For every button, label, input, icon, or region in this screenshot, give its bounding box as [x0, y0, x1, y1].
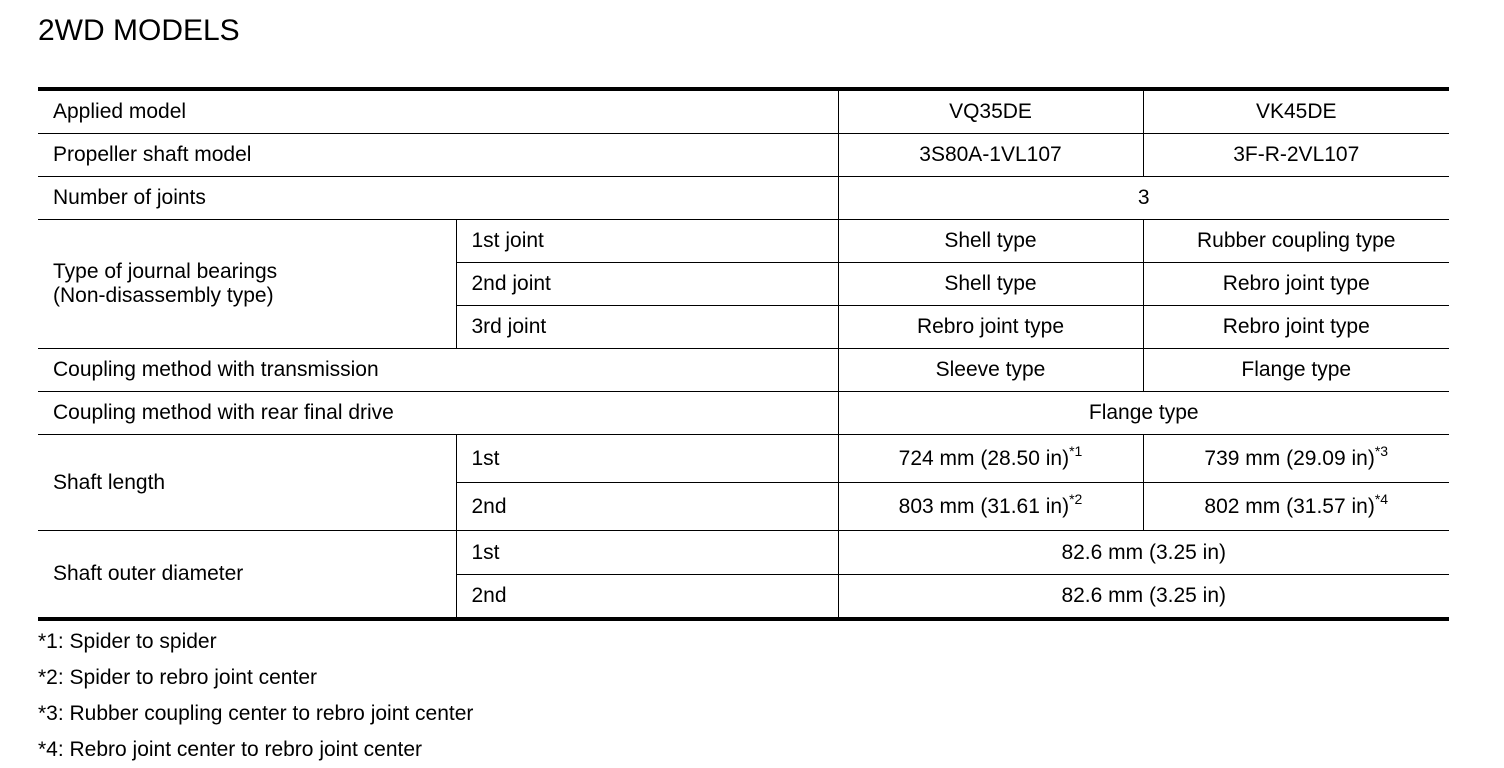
- footnote-ref: *2: [1069, 490, 1083, 507]
- table-cell: Sleeve type: [838, 349, 1143, 392]
- table-cell: [838, 483, 1143, 531]
- spec-table: [38, 87, 1449, 621]
- table-cell: 82.6 mm (3.25 in): [838, 575, 1449, 620]
- sub-label: 2nd joint: [456, 263, 838, 306]
- table-cell: Rebro joint type: [1143, 263, 1449, 306]
- table-row-coupling-transmission: [38, 349, 1449, 392]
- sub-label: 3rd joint: [456, 306, 838, 349]
- footnote: *1: Spider to spider: [38, 630, 217, 653]
- table-cell: Shell type: [838, 263, 1143, 306]
- row-label: Coupling method with rear final drive: [38, 392, 838, 435]
- footnote-ref: *4: [1374, 490, 1389, 507]
- table-cell: Rubber coupling type: [1143, 220, 1449, 263]
- table-cell: [1143, 483, 1449, 531]
- table-row-shaft-length-1st: [38, 435, 1449, 483]
- footnotes: [38, 624, 473, 768]
- column-header-vq35de: VQ35DE: [838, 89, 1143, 134]
- table-cell: [838, 435, 1143, 483]
- sub-label: 2nd: [456, 575, 838, 620]
- cell-value: 724 mm (28.50 in): [898, 446, 1070, 470]
- table-cell: Shell type: [838, 220, 1143, 263]
- table-row-applied-model: [38, 89, 1449, 134]
- table-cell: Flange type: [1143, 349, 1449, 392]
- table-cell: 82.6 mm (3.25 in): [838, 531, 1449, 575]
- table-cell: [1143, 435, 1449, 483]
- table-row-shaft-diameter-1st: [38, 531, 1449, 575]
- footnote: *3: Rubber coupling center to rebro joint center: [38, 702, 474, 725]
- column-header-vk45de: VK45DE: [1143, 89, 1449, 134]
- footnote: *2: Spider to rebro joint center: [38, 666, 317, 689]
- row-label: Coupling method with transmission: [38, 349, 838, 392]
- sub-label: 1st: [456, 531, 838, 575]
- sub-label: 1st joint: [456, 220, 838, 263]
- page-title: 2WD MODELS: [38, 14, 240, 47]
- table-row-coupling-rear: [38, 392, 1449, 435]
- table-row-bearing-1st: [38, 220, 1449, 263]
- row-label-journal-bearings: [38, 220, 456, 349]
- row-label-shaft-diameter: Shaft outer diameter: [38, 531, 456, 620]
- table-cell: Flange type: [838, 392, 1449, 435]
- table-row-number-of-joints: [38, 177, 1449, 220]
- row-label-line: (Non-disassembly type): [53, 284, 274, 307]
- cell-value: 802 mm (31.57 in): [1204, 494, 1375, 518]
- footnote-ref: *3: [1374, 442, 1389, 459]
- table-cell: 3S80A-1VL107: [838, 134, 1143, 177]
- row-label-line: Type of journal bearings: [53, 260, 278, 283]
- row-label: Propeller shaft model: [38, 134, 838, 177]
- row-label-shaft-length: Shaft length: [38, 435, 456, 531]
- row-label: Number of joints: [38, 177, 838, 220]
- sub-label: 1st: [456, 435, 838, 483]
- table-row-propeller-shaft-model: [38, 134, 1449, 177]
- table-cell: 3F-R-2VL107: [1143, 134, 1449, 177]
- table-cell: 3: [838, 177, 1449, 220]
- footnote-ref: *1: [1069, 442, 1083, 459]
- cell-value: 739 mm (29.09 in): [1204, 446, 1375, 470]
- cell-value: 803 mm (31.61 in): [898, 494, 1070, 518]
- row-label: Applied model: [53, 100, 187, 123]
- table-cell: Rebro joint type: [838, 306, 1143, 349]
- table-cell: Rebro joint type: [1143, 306, 1449, 349]
- sub-label: 2nd: [456, 483, 838, 531]
- footnote: *4: Rebro joint center to rebro joint center: [38, 738, 423, 761]
